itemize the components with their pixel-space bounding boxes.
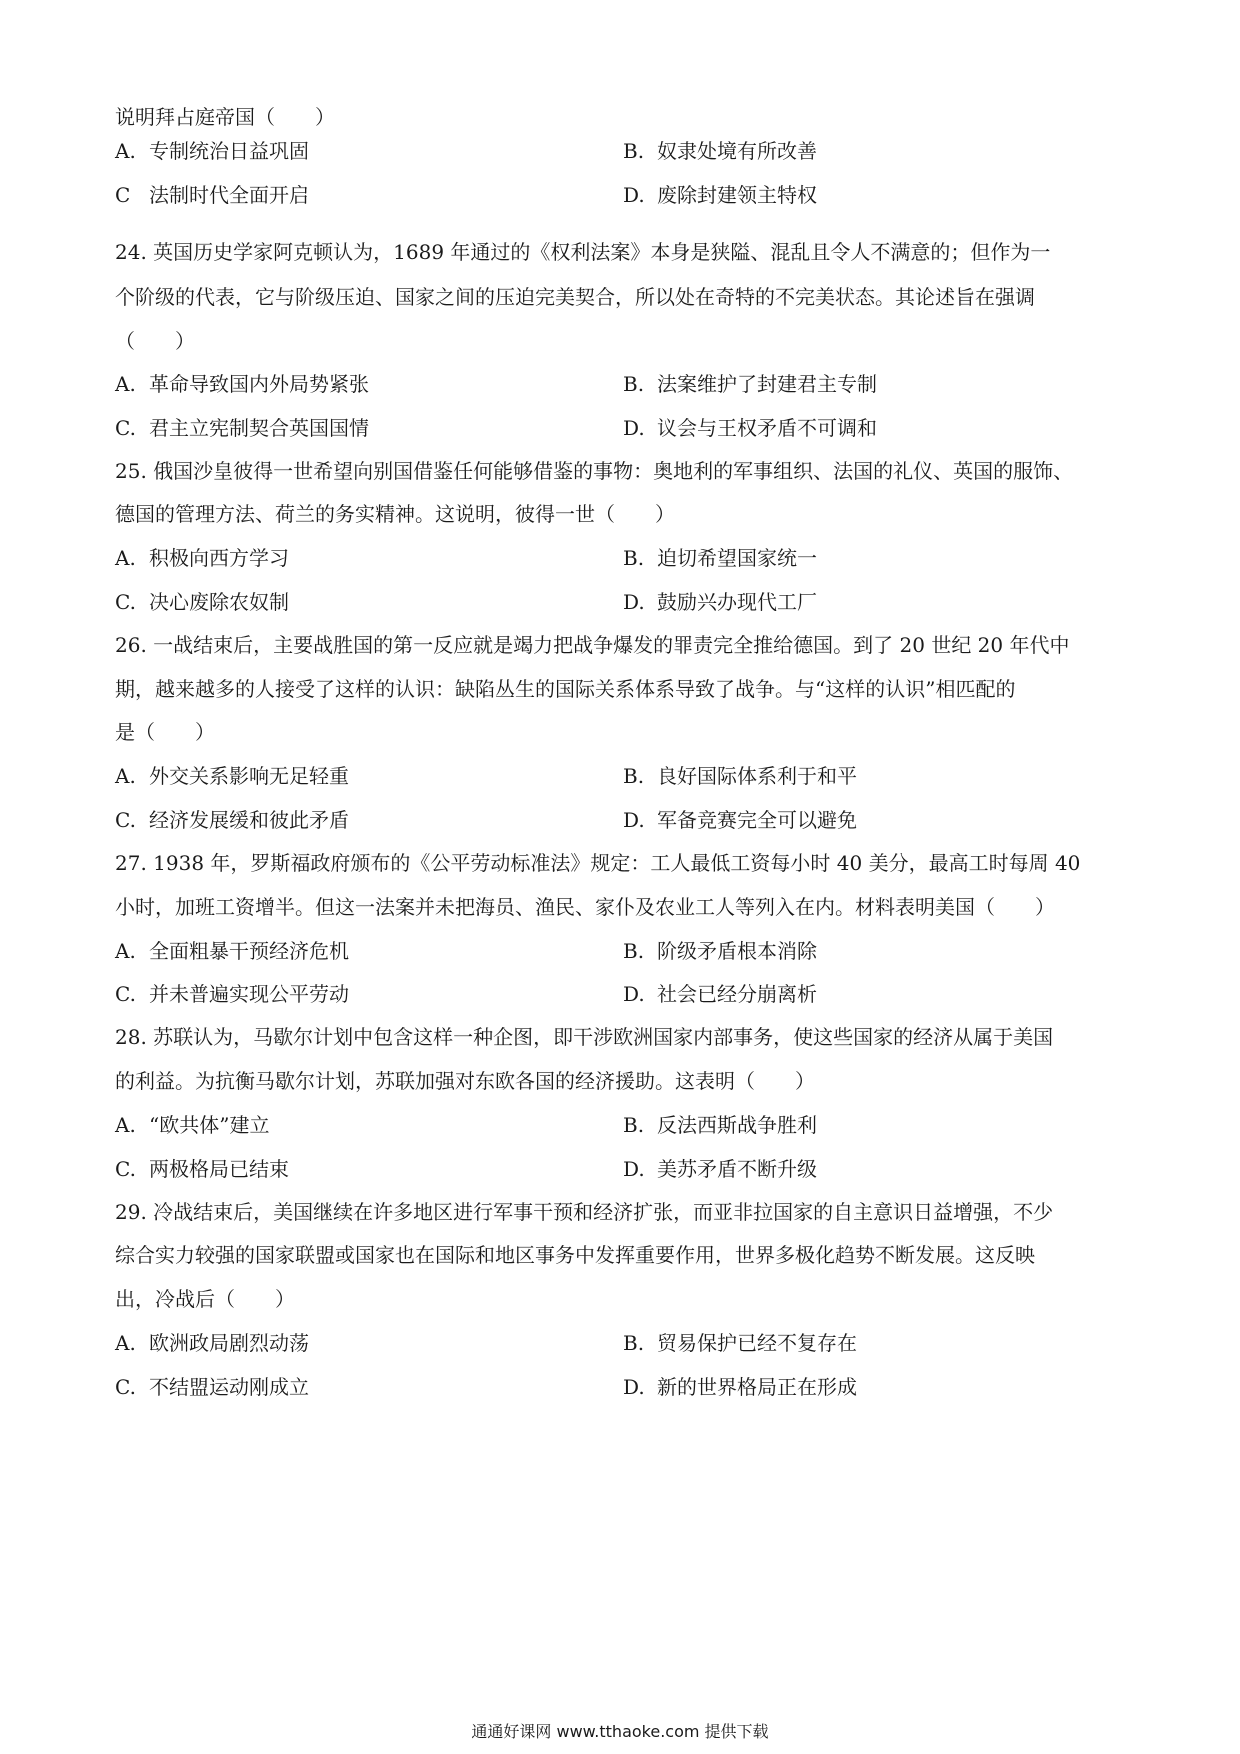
q25-option-b bbox=[623, 544, 817, 572]
q26-option-b bbox=[623, 762, 857, 790]
option-letter: D. bbox=[623, 590, 645, 614]
option-text: 议会与王权矛盾不可调和 bbox=[657, 416, 877, 440]
option-text: 美苏矛盾不断升级 bbox=[657, 1157, 817, 1181]
q24-option-b bbox=[623, 370, 877, 398]
option-letter: A. bbox=[115, 764, 136, 788]
option-text: 全面粗暴干预经济危机 bbox=[149, 939, 349, 963]
q28-option-b bbox=[623, 1111, 817, 1139]
q26-option-a bbox=[115, 762, 349, 790]
option-text: 奴隶处境有所改善 bbox=[657, 139, 817, 163]
option-letter: A. bbox=[115, 372, 136, 396]
option-letter: B. bbox=[623, 1113, 645, 1137]
option-text: 废除封建领主特权 bbox=[657, 183, 817, 207]
q27-option-b bbox=[623, 937, 817, 965]
q27-option-d bbox=[623, 980, 817, 1008]
option-text: 法案维护了封建君主专制 bbox=[657, 372, 877, 396]
q25-option-d bbox=[623, 588, 817, 616]
q27-stem-line-2: 小时，加班工资增半。但这一法案并未把海员、渔民、家仆及农业工人等列入在内。材料表明美国（ ） bbox=[115, 895, 1055, 919]
option-letter: C. bbox=[115, 1157, 136, 1181]
option-letter: D. bbox=[623, 1157, 645, 1181]
option-letter: B. bbox=[623, 764, 645, 788]
q28-stem-line-2: 的利益。为抗衡马歇尔计划，苏联加强对东欧各国的经济援助。这表明（ ） bbox=[115, 1069, 815, 1093]
q29-stem-line-3: 出，冷战后（ ） bbox=[115, 1287, 295, 1311]
q23-option-c bbox=[115, 181, 309, 209]
q26-stem-line-1: 26. 一战结束后，主要战胜国的第一反应就是竭力把战争爆发的罪责完全推给德国。到了 20 世纪 20 年代中 bbox=[115, 633, 1070, 657]
option-text: 反法西斯战争胜利 bbox=[657, 1113, 817, 1137]
q23-option-a bbox=[115, 137, 309, 165]
q28-option-c bbox=[115, 1155, 289, 1183]
q23-option-b bbox=[623, 137, 817, 165]
option-text: 革命导致国内外局势紧张 bbox=[149, 372, 369, 396]
option-text: 迫切希望国家统一 bbox=[657, 546, 817, 570]
q29-stem-line-1: 29. 冷战结束后，美国继续在许多地区进行军事干预和经济扩张，而亚非拉国家的自主意识日益增强，不少 bbox=[115, 1200, 1054, 1224]
q23-stem-line-1: 说明拜占庭帝国（ ） bbox=[115, 105, 335, 129]
q29-stem-line-2: 综合实力较强的国家联盟或国家也在国际和地区事务中发挥重要作用，世界多极化趋势不断发展。这反映 bbox=[115, 1243, 1035, 1267]
option-letter: C. bbox=[115, 416, 136, 440]
option-letter: D. bbox=[623, 1375, 645, 1399]
q29-option-c bbox=[115, 1373, 309, 1401]
option-letter: D. bbox=[623, 416, 645, 440]
q24-option-a bbox=[115, 370, 369, 398]
option-letter: D. bbox=[623, 982, 645, 1006]
option-text: 鼓励兴办现代工厂 bbox=[657, 590, 817, 614]
option-text: 良好国际体系利于和平 bbox=[657, 764, 857, 788]
q25-stem-line-1: 25. 俄国沙皇彼得一世希望向别国借鉴任何能够借鉴的事物：奥地利的军事组织、法国的礼仪、英国的服饰、 bbox=[115, 459, 1074, 483]
option-letter: C. bbox=[115, 808, 136, 832]
option-text: 不结盟运动刚成立 bbox=[149, 1375, 309, 1399]
option-letter: A. bbox=[115, 1113, 136, 1137]
option-text: 外交关系影响无足轻重 bbox=[149, 764, 349, 788]
option-letter: B. bbox=[623, 372, 645, 396]
option-letter: C bbox=[115, 183, 131, 207]
option-letter: A. bbox=[115, 139, 136, 163]
option-text: 专制统治日益巩固 bbox=[149, 139, 309, 163]
q25-option-c bbox=[115, 588, 289, 616]
q25-stem-line-2: 德国的管理方法、荷兰的务实精神。这说明，彼得一世（ ） bbox=[115, 502, 675, 526]
q24-stem-line-2: 个阶级的代表，它与阶级压迫、国家之间的压迫完美契合，所以处在奇特的不完美状态。其论述旨在强调 bbox=[115, 285, 1035, 309]
q29-option-d bbox=[623, 1373, 857, 1401]
option-text: 社会已经分崩离析 bbox=[657, 982, 817, 1006]
option-text: 经济发展缓和彼此矛盾 bbox=[149, 808, 349, 832]
option-letter: B. bbox=[623, 1331, 645, 1355]
option-text: “欧共体”建立 bbox=[149, 1113, 270, 1137]
page-footer: 通通好课网 www.tthaoke.com 提供下载 bbox=[471, 1722, 769, 1741]
q27-option-c bbox=[115, 980, 349, 1008]
option-letter: C. bbox=[115, 1375, 136, 1399]
option-text: 积极向西方学习 bbox=[149, 546, 289, 570]
q26-option-c bbox=[115, 806, 349, 834]
q24-option-d bbox=[623, 414, 877, 442]
q29-option-b bbox=[623, 1329, 857, 1357]
option-text: 贸易保护已经不复存在 bbox=[657, 1331, 857, 1355]
q24-option-c bbox=[115, 414, 369, 442]
q23-option-d bbox=[623, 181, 817, 209]
q28-option-a bbox=[115, 1111, 269, 1139]
q24-stem-line-3: （ ） bbox=[115, 329, 195, 353]
option-text: 决心废除农奴制 bbox=[149, 590, 289, 614]
option-text: 军备竞赛完全可以避免 bbox=[657, 808, 857, 832]
option-text: 两极格局已结束 bbox=[149, 1157, 289, 1181]
q26-stem-line-2: 期，越来越多的人接受了这样的认识：缺陷丛生的国际关系体系导致了战争。与“这样的认识”相匹配的 bbox=[115, 677, 1016, 701]
option-text: 欧洲政局剧烈动荡 bbox=[149, 1331, 309, 1355]
option-text: 法制时代全面开启 bbox=[149, 183, 309, 207]
q28-option-d bbox=[623, 1155, 817, 1183]
option-letter: A. bbox=[115, 1331, 136, 1355]
option-text: 并未普遍实现公平劳动 bbox=[149, 982, 349, 1006]
option-letter: B. bbox=[623, 139, 645, 163]
q28-stem-line-1: 28. 苏联认为，马歇尔计划中包含这样一种企图，即干涉欧洲国家内部事务，使这些国家的经济从属于美国 bbox=[115, 1025, 1054, 1049]
option-letter: C. bbox=[115, 590, 136, 614]
q24-stem-line-1: 24. 英国历史学家阿克顿认为，1689 年通过的《权利法案》本身是狭隘、混乱且令人不满意的；但作为一 bbox=[115, 240, 1051, 264]
option-letter: A. bbox=[115, 939, 136, 963]
q26-stem-line-3: 是（ ） bbox=[115, 720, 215, 744]
option-letter: D. bbox=[623, 183, 645, 207]
q25-option-a bbox=[115, 544, 289, 572]
option-letter: C. bbox=[115, 982, 136, 1006]
option-letter: B. bbox=[623, 939, 645, 963]
option-text: 新的世界格局正在形成 bbox=[657, 1375, 857, 1399]
option-letter: B. bbox=[623, 546, 645, 570]
q27-stem-line-1: 27. 1938 年，罗斯福政府颁布的《公平劳动标准法》规定：工人最低工资每小时 40 美分，最高工时每周 40 bbox=[115, 851, 1081, 875]
option-text: 阶级矛盾根本消除 bbox=[657, 939, 817, 963]
q29-option-a bbox=[115, 1329, 309, 1357]
q26-option-d bbox=[623, 806, 857, 834]
option-text: 君主立宪制契合英国国情 bbox=[149, 416, 369, 440]
q27-option-a bbox=[115, 937, 349, 965]
option-letter: A. bbox=[115, 546, 136, 570]
option-letter: D. bbox=[623, 808, 645, 832]
